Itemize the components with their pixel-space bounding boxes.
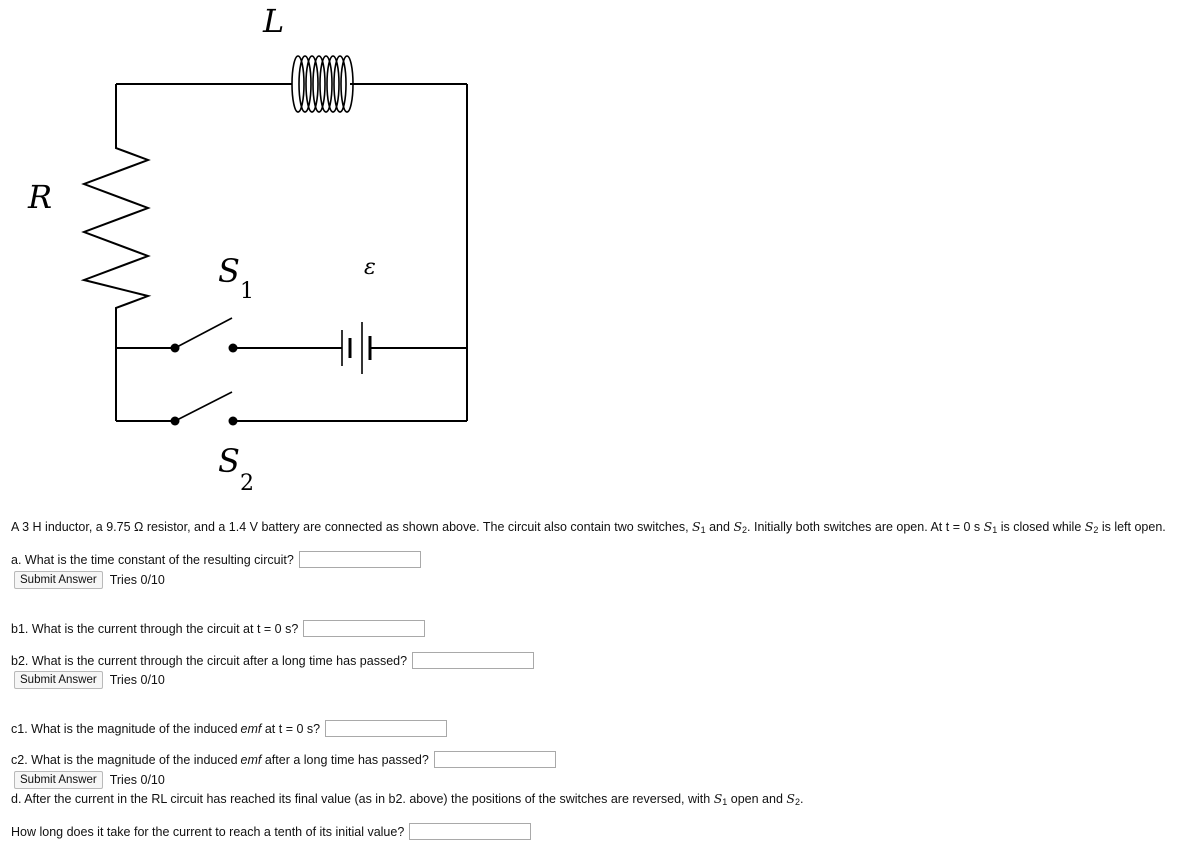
question-c1-text-pre: c1. What is the magnitude of the induced: [11, 721, 238, 736]
s2-symbol: S: [1084, 519, 1094, 534]
intro-text-5: is left open.: [1098, 520, 1166, 534]
s2-symbol: S: [733, 519, 743, 534]
submit-row-c: [14, 771, 165, 789]
question-d-prompt-text: How long does it take for the current to reach a tenth of its initial value?: [11, 824, 405, 839]
submit-answer-a-button[interactable]: Submit Answer: [14, 571, 103, 589]
answer-d-input[interactable]: [409, 823, 531, 840]
switch-2-lever: [175, 392, 232, 421]
switch-1-contact: [229, 344, 238, 353]
submit-row-b: [14, 671, 165, 689]
switch-1-subscript: 1: [240, 279, 254, 304]
emf-italic: emf: [240, 721, 262, 736]
intro-text-1: A 3 H inductor, a 9.75 Ω resistor, and a 1.4 V battery are connected as shown above. The circuit also contain two switches,: [11, 520, 693, 534]
question-b2-text: b2. What is the current through the circuit after a long time has passed?: [11, 653, 408, 668]
resistor: [84, 84, 148, 421]
s1-subscript: 1: [700, 525, 706, 535]
tries-a: Tries 0/10: [109, 573, 165, 587]
emf-italic: emf: [240, 752, 262, 767]
answer-a-input[interactable]: [299, 551, 421, 568]
switch-1-lever: [175, 318, 232, 348]
question-c1-text-post: at t = 0 s?: [261, 721, 321, 736]
question-d-text-2: open and: [727, 792, 787, 806]
battery: [342, 322, 370, 374]
s1-symbol: S: [713, 791, 723, 806]
switch-2-pivot: [171, 417, 180, 426]
answer-b2-input[interactable]: [412, 652, 534, 669]
resistor-label: R: [28, 178, 53, 216]
switch-2-subscript: 2: [240, 471, 254, 496]
question-d-prompt: [11, 823, 531, 840]
switch-2-label: S: [218, 442, 240, 480]
submit-row-a: [14, 571, 165, 589]
intro-text-2: and: [705, 520, 734, 534]
problem-statement: [11, 519, 1166, 535]
answer-c1-input[interactable]: [325, 720, 447, 737]
s1-symbol: S: [692, 519, 701, 534]
switch-1-pivot: [171, 344, 180, 353]
submit-answer-c-button[interactable]: Submit Answer: [14, 771, 103, 789]
question-d-text-3: .: [799, 792, 804, 806]
question-b1-text: b1. What is the current through the circuit at t = 0 s?: [11, 621, 299, 636]
question-c2: [11, 751, 556, 768]
s2-symbol: S: [786, 791, 795, 806]
s2-subscript: 2: [794, 797, 800, 807]
inductor-label: L: [263, 2, 285, 40]
switch-2-contact: [229, 417, 238, 426]
emf-label: ε: [364, 255, 376, 280]
s1-subscript: 1: [992, 525, 998, 535]
s1-symbol: S: [983, 519, 993, 534]
inductor-coil: [292, 56, 353, 112]
intro-text-4: is closed while: [997, 520, 1085, 534]
answer-c2-input[interactable]: [434, 751, 556, 768]
question-d: [11, 791, 803, 807]
s2-subscript: 2: [742, 525, 748, 535]
tries-c: Tries 0/10: [109, 773, 165, 787]
question-b1: [11, 620, 425, 637]
circuit-diagram: [0, 0, 500, 500]
answer-b1-input[interactable]: [303, 620, 425, 637]
submit-answer-b-button[interactable]: Submit Answer: [14, 671, 103, 689]
question-a-text: a. What is the time constant of the resulting circuit?: [11, 552, 294, 567]
intro-text-3: . Initially both switches are open. At t = 0 s: [747, 520, 984, 534]
question-a: [11, 551, 421, 568]
switch-1-label: S: [218, 252, 240, 290]
question-d-text-1: d. After the current in the RL circuit has reached its final value (as in b2. above) the positions of the switches are reversed, with: [11, 792, 714, 806]
question-c2-text-pre: c2. What is the magnitude of the induced: [11, 752, 238, 767]
question-b2: [11, 652, 534, 669]
s1-subscript: 1: [722, 797, 728, 807]
question-c1: [11, 720, 447, 737]
question-c2-text-post: after a long time has passed?: [261, 752, 429, 767]
tries-b: Tries 0/10: [109, 673, 165, 687]
s2-subscript: 2: [1093, 525, 1099, 535]
